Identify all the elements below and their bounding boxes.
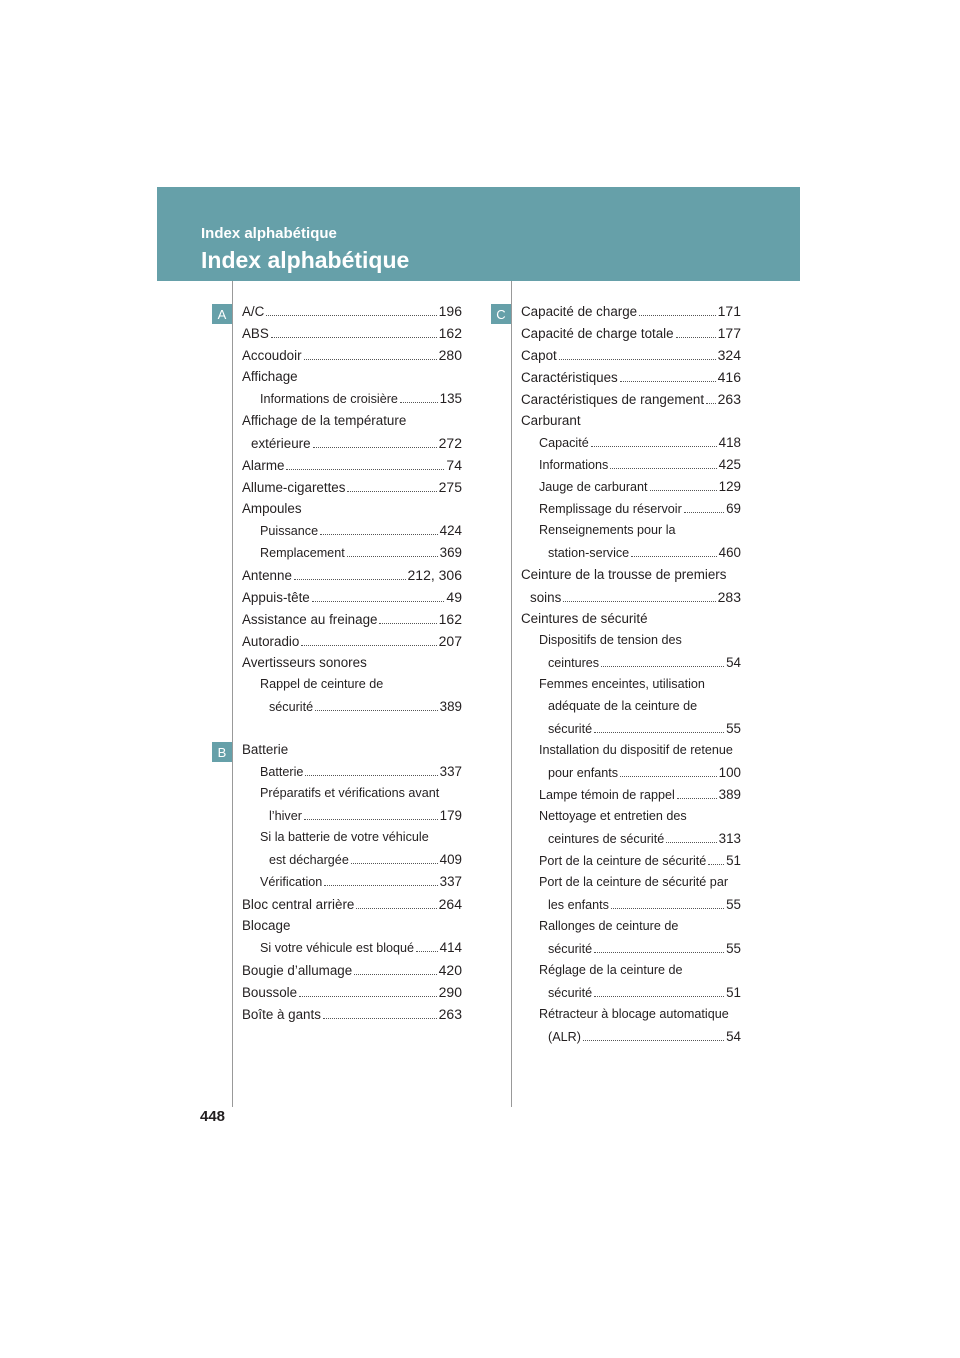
page-title: Index alphabétique: [201, 247, 410, 273]
index-entry: Capacité de charge totale 177: [521, 325, 741, 341]
index-entry: ABS 162: [242, 325, 462, 341]
index-entry: Bloc central arrière 264: [242, 896, 462, 912]
index-entry: sécurité 55: [548, 941, 741, 956]
index-entry: pour enfants 100: [548, 765, 741, 780]
index-entry: Autoradio 207: [242, 633, 462, 649]
index-entry: (ALR) 54: [548, 1029, 741, 1044]
index-entry: Vérification 337: [260, 874, 462, 889]
index-heading: Affichage: [242, 369, 298, 384]
index-entry: sécurité 55: [548, 721, 741, 736]
letter-tab-a: A: [212, 304, 232, 324]
index-column-a: [242, 303, 462, 721]
index-entry: Batterie 337: [260, 764, 462, 779]
index-entry: Capacité 418: [539, 435, 741, 450]
index-entry: Si votre véhicule est bloqué 414: [260, 940, 462, 955]
index-heading: Ceintures de sécurité: [521, 611, 648, 626]
index-entry: Alarme 74: [242, 457, 462, 473]
index-entry: soins 283: [530, 589, 741, 605]
index-entry: Boussole 290: [242, 984, 462, 1000]
index-subheading: Préparatifs et vérifications avant: [260, 786, 440, 800]
index-entry: Allume-cigarettes 275: [242, 479, 462, 495]
index-heading: Blocage: [242, 918, 291, 933]
left-rule: [232, 281, 233, 1107]
index-entry: Boîte à gants 263: [242, 1006, 462, 1022]
index-entry: l’hiver 179: [269, 808, 462, 823]
index-entry: sécurité 51: [548, 985, 741, 1000]
index-subheading: Si la batterie de votre véhicule: [260, 830, 429, 844]
index-entry: Informations 425: [539, 457, 741, 472]
index-entry: les enfants 55: [548, 897, 741, 912]
index-entry: Remplissage du réservoir 69: [539, 501, 741, 516]
index-heading: Carburant: [521, 413, 581, 428]
index-entry: est déchargée 409: [269, 852, 462, 867]
index-subheading: Rappel de ceinture de: [260, 677, 384, 691]
index-column-c: [521, 303, 741, 1051]
index-entry: Capacité de charge 171: [521, 303, 741, 319]
index-subheading: Dispositifs de tension des: [539, 633, 682, 647]
index-subheading: Renseignements pour la: [539, 523, 676, 537]
index-entry: Antenne 212, 306: [242, 567, 462, 583]
index-entry: Caractéristiques 416: [521, 369, 741, 385]
index-subheading: Installation du dispositif de retenue: [539, 743, 733, 757]
index-entry: Appuis-tête 49: [242, 589, 462, 605]
index-heading: Ceinture de la trousse de premiers: [521, 567, 727, 582]
index-column-b: [242, 742, 462, 1028]
letter-tab-b: B: [212, 742, 232, 762]
index-entry: Remplacement 369: [260, 545, 462, 560]
index-subheading: Rallonges de ceinture de: [539, 919, 679, 933]
index-entry: Puissance 424: [260, 523, 462, 538]
index-subheading: Réglage de la ceinture de: [539, 963, 683, 977]
index-entry: Jauge de carburant 129: [539, 479, 741, 494]
index-entry: Lampe témoin de rappel 389: [539, 787, 741, 802]
index-subheading: Nettoyage et entretien des: [539, 809, 687, 823]
index-heading: Ampoules: [242, 501, 302, 516]
index-entry: Port de la ceinture de sécurité 51: [539, 853, 741, 868]
letter-tab-c: C: [491, 304, 511, 324]
index-heading: Batterie: [242, 742, 289, 757]
section-label: Index alphabétique: [201, 225, 337, 242]
page-number: 448: [200, 1108, 226, 1125]
index-entry: extérieure 272: [251, 435, 462, 451]
middle-rule: [511, 281, 512, 1107]
index-entry: Caractéristiques de rangement 263: [521, 391, 741, 407]
index-entry: A/C 196: [242, 303, 462, 319]
index-entry: ceintures de sécurité 313: [548, 831, 741, 846]
index-entry: station-service 460: [548, 545, 741, 560]
index-entry: Assistance au freinage 162: [242, 611, 462, 627]
index-subheading: adéquate de la ceinture de: [548, 699, 698, 713]
index-heading: Avertisseurs sonores: [242, 655, 367, 670]
index-entry: Bougie d’allumage 420: [242, 962, 462, 978]
index-entry: Informations de croisière 135: [260, 391, 462, 406]
index-entry: sécurité 389: [269, 699, 462, 714]
header-bar: [157, 187, 800, 281]
index-entry: ceintures 54: [548, 655, 741, 670]
index-heading: Affichage de la température: [242, 413, 407, 428]
index-entry: Capot 324: [521, 347, 741, 363]
index-subheading: Port de la ceinture de sécurité par: [539, 875, 729, 889]
index-subheading: Femmes enceintes, utilisation: [539, 677, 705, 691]
index-subheading: Rétracteur à blocage automatique: [539, 1007, 729, 1021]
index-entry: Accoudoir 280: [242, 347, 462, 363]
